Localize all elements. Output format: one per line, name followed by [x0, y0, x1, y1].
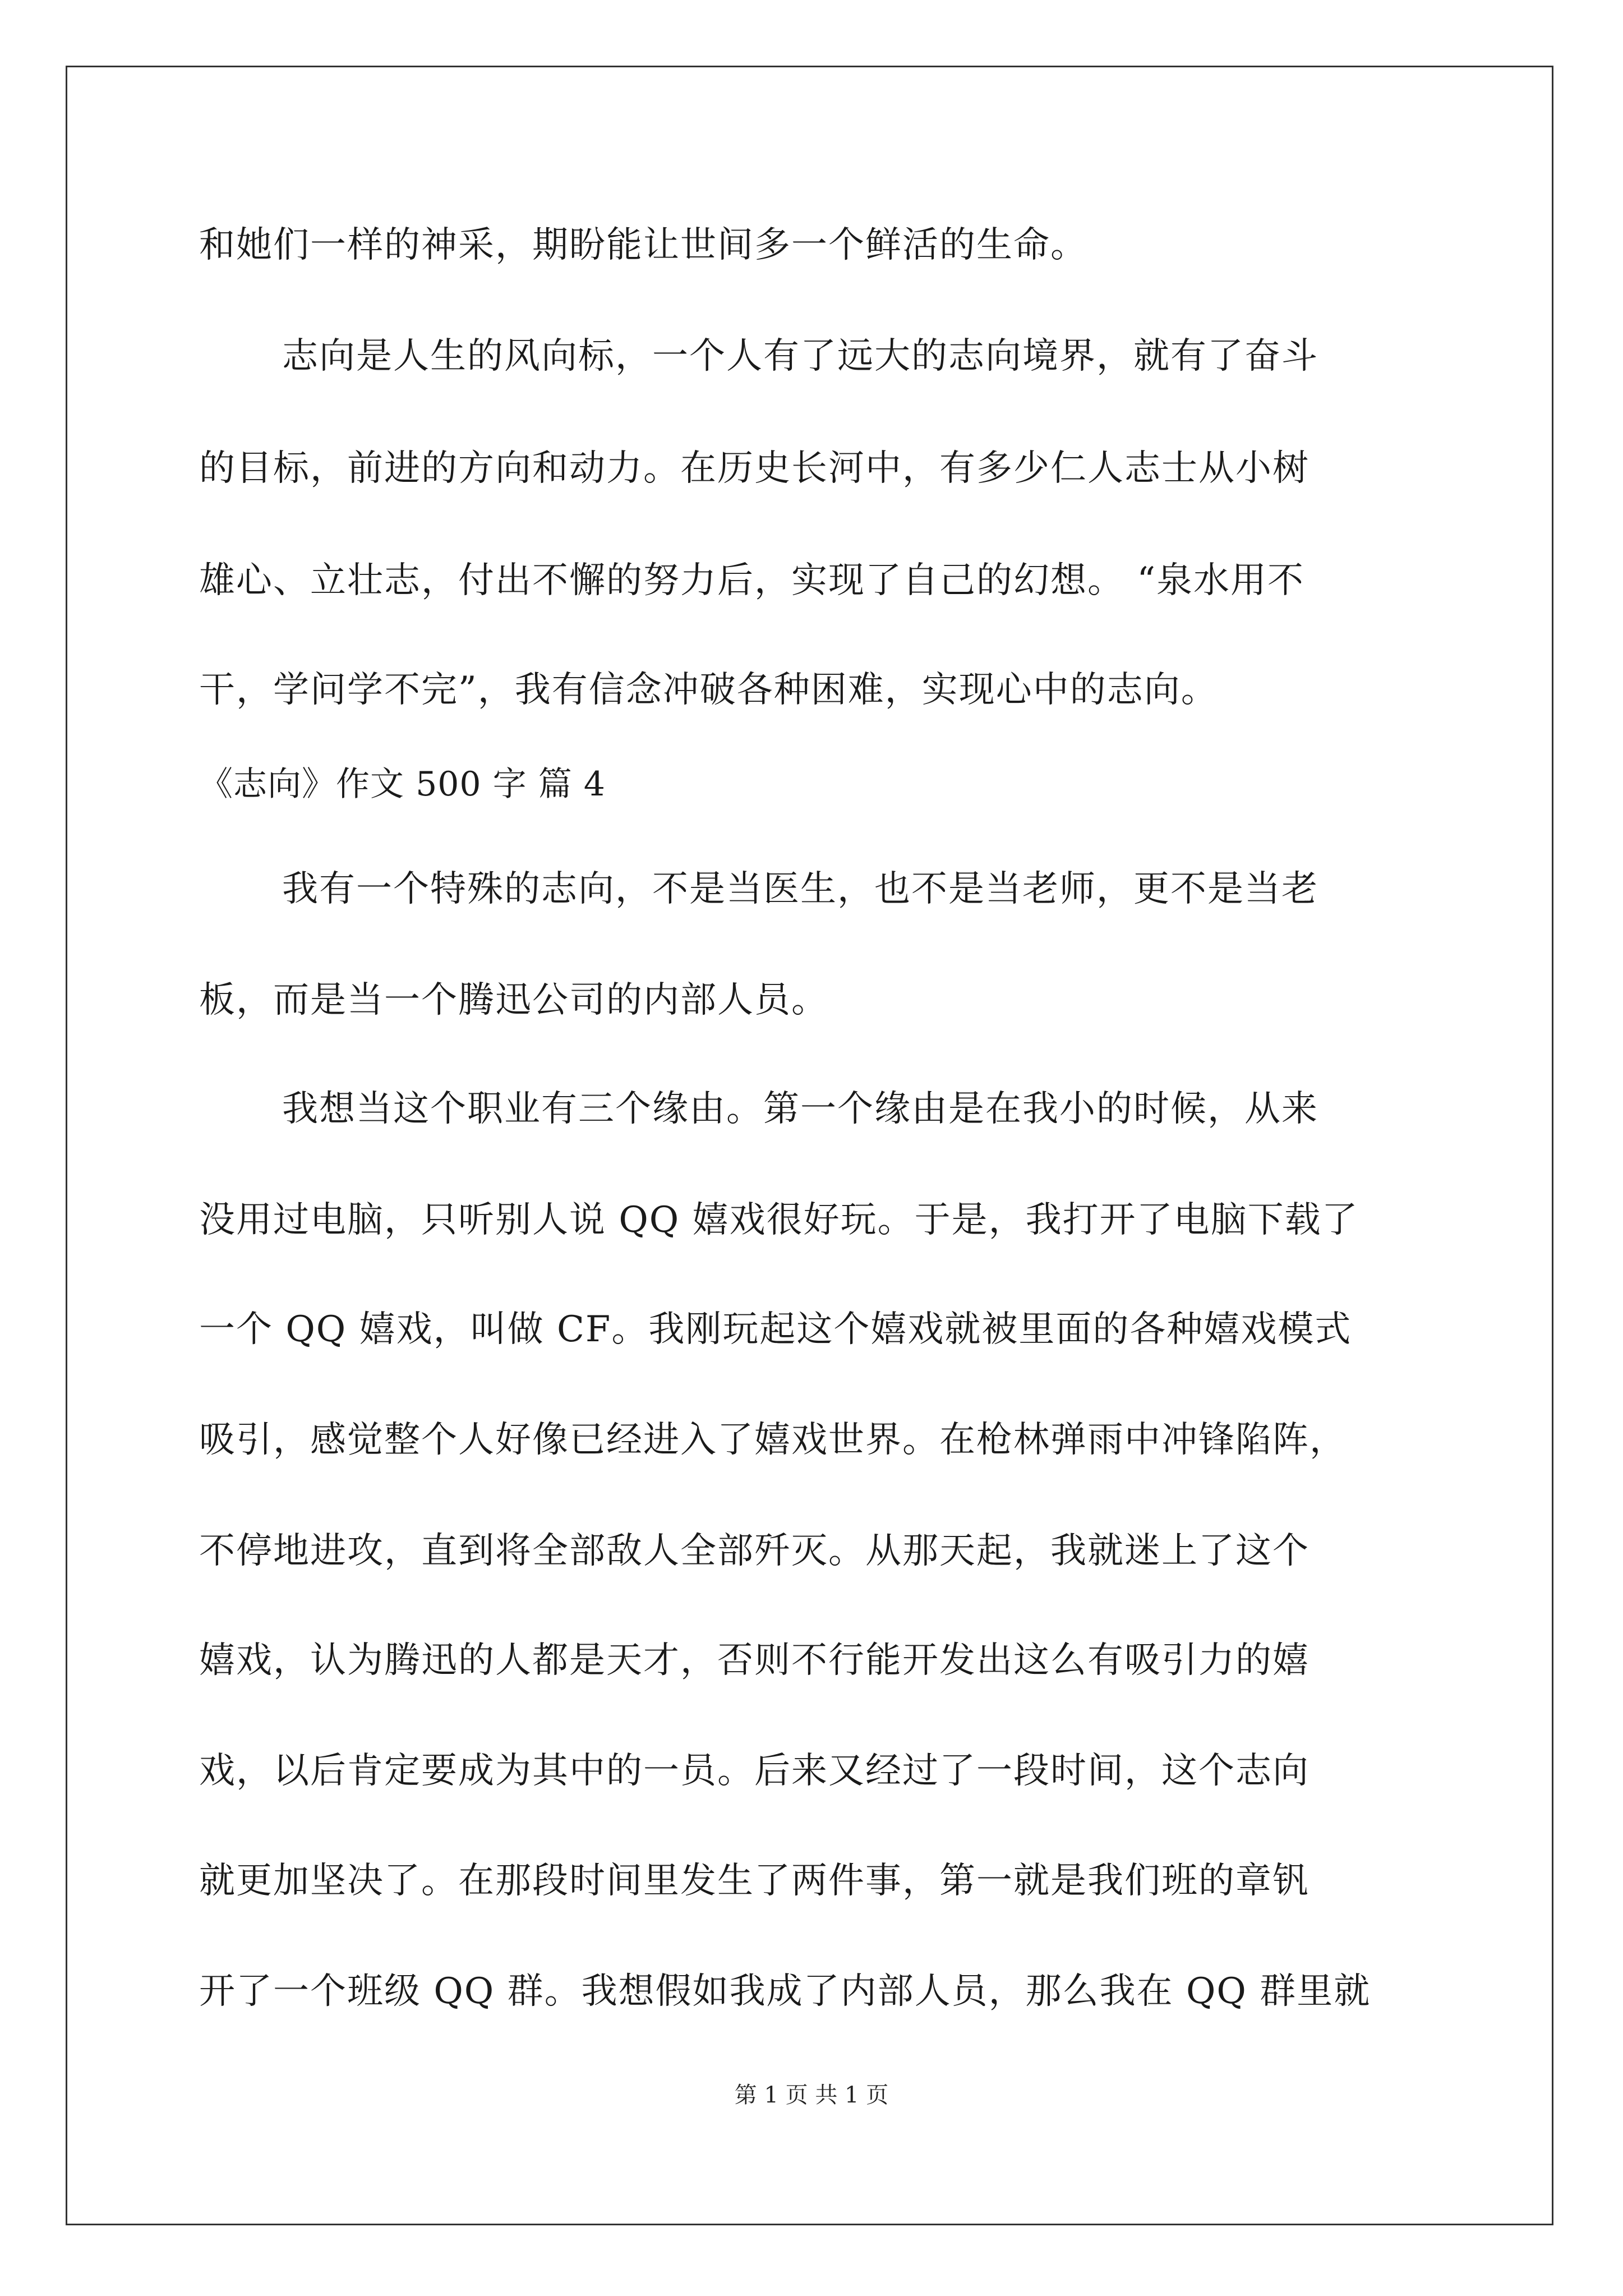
paragraph-line: 就更加坚决了。在那段时间里发生了两件事，第一就是我们班的章钒: [199, 1860, 1310, 1902]
page-footer: 第 1 页 共 1 页: [734, 2082, 889, 2108]
paragraph-line: 嬉戏，认为腾迅的人都是天才，否则不行能开发出这么有吸引力的嬉: [199, 1640, 1310, 1681]
paragraph-line: 一个 QQ 嬉戏，叫做 CF。我刚玩起这个嬉戏就被里面的各种嬉戏模式: [199, 1309, 1352, 1350]
paragraph-line: 开了一个班级 QQ 群。我想假如我成了内部人员，那么我在 QQ 群里就: [199, 1971, 1371, 2012]
section-heading: 《志向》作文 500 字 篇 4: [199, 765, 606, 804]
paragraph-line: 戏，以后肯定要成为其中的一员。后来又经过了一段时间，这个志向: [199, 1750, 1310, 1792]
paragraph-line: 雄心、立壮志，付出不懈的努力后，实现了自己的幻想。 “泉水用不: [199, 560, 1305, 601]
paragraph-line: 不停地进攻，直到将全部敌人全部歼灭。从那天起，我就迷上了这个: [199, 1530, 1310, 1572]
paragraph-line: 的目标，前进的方向和动力。在历史长河中，有多少仁人志士从小树: [199, 448, 1310, 489]
paragraph-line: 我想当这个职业有三个缘由。第一个缘由是在我小的时候，从来: [282, 1088, 1318, 1130]
paragraph-line: 板，而是当一个腾迅公司的内部人员。: [199, 979, 828, 1021]
paragraph-line: 吸引，感觉整个人好像已经进入了嬉戏世界。在枪林弹雨中冲锋陷阵，: [199, 1419, 1347, 1461]
paragraph-line: 和她们一样的神采，期盼能让世间多一个鲜活的生命。: [199, 224, 1087, 266]
paragraph-line: 志向是人生的风向标，一个人有了远大的志向境界，就有了奋斗: [282, 335, 1318, 377]
paragraph-line: 干，学问学不完”，我有信念冲破各种困难，实现心中的志向。: [199, 669, 1218, 711]
paragraph-line: 我有一个特殊的志向，不是当医生，也不是当老师，更不是当老: [282, 868, 1318, 910]
paragraph-line: 没用过电脑，只听别人说 QQ 嬉戏很好玩。于是，我打开了电脑下载了: [199, 1199, 1359, 1241]
